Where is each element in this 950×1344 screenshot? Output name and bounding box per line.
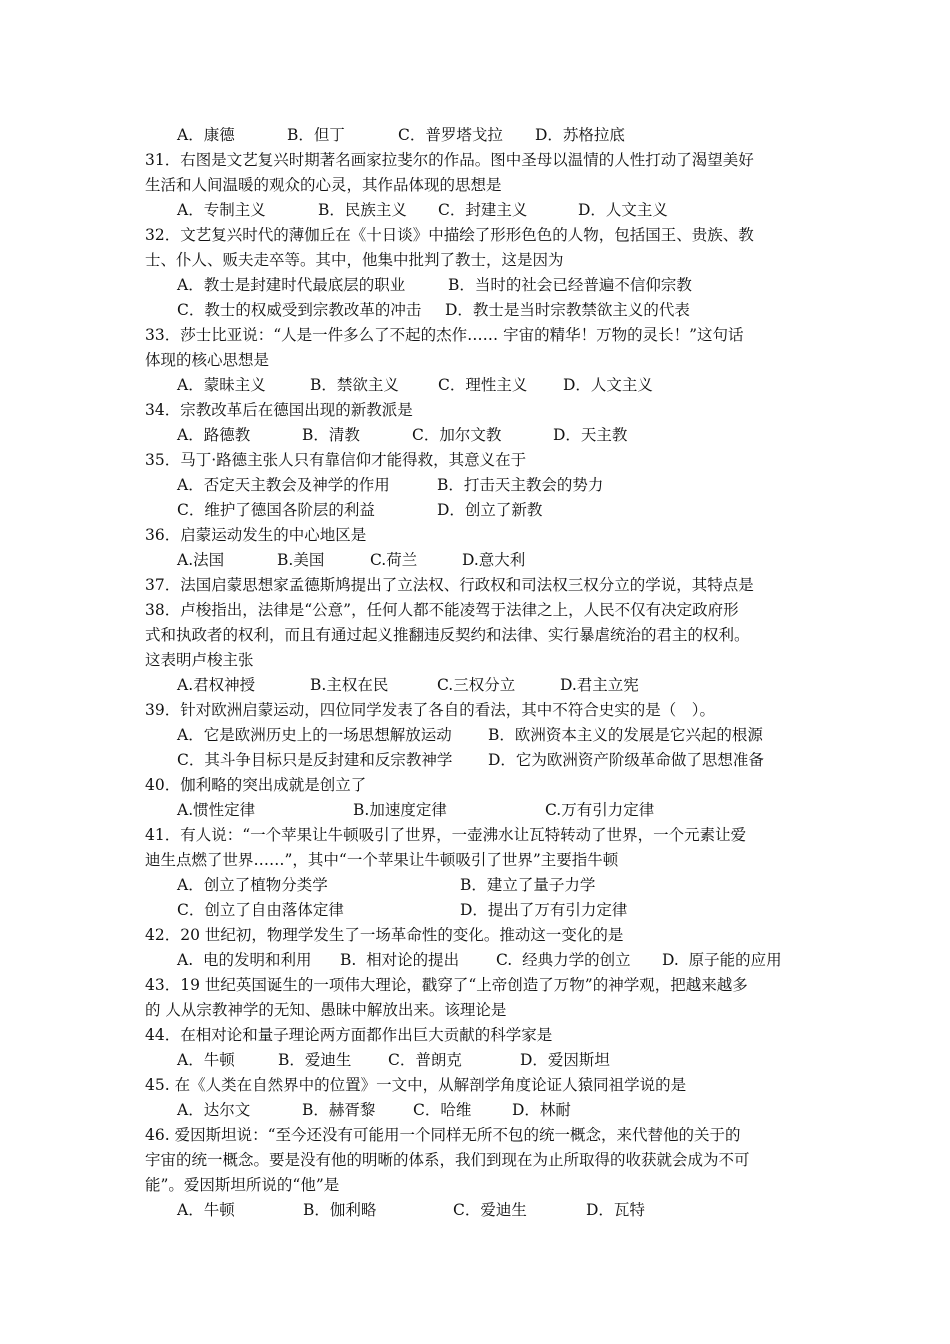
question-text-line: 40．伽利略的突出成就是创立了 [145, 776, 367, 794]
answer-option: D．提出了万有引力定律 [460, 901, 628, 919]
answer-option: B．打击天主教会的势力 [437, 476, 604, 494]
answer-option: D. 原子能的应用 [662, 951, 782, 969]
answer-option: A．牛顿 [177, 1201, 235, 1219]
answer-option: B.美国 [277, 551, 325, 569]
question-text-line: 35．马丁·路德主张人只有靠信仰才能得救，其意义在于 [145, 451, 527, 469]
question-text-line: 36．启蒙运动发生的中心地区是 [145, 526, 367, 544]
answer-option: B．但丁 [287, 126, 345, 144]
question-text-line: 体现的核心思想是 [145, 351, 270, 369]
question-text-line: 式和执政者的权利，而且有通过起义推翻违反契约和法律、实行暴虐统治的君主的权利。 [145, 626, 750, 644]
answer-option: C．其斗争目标只是反封建和反宗教神学 [177, 751, 453, 769]
answer-option: A．专制主义 [177, 201, 266, 219]
answer-options-line [0, 498, 950, 522]
question-text-line: 这表明卢梭主张 [145, 651, 254, 669]
answer-options-line [0, 373, 950, 397]
answer-option: A.法国 [177, 551, 225, 569]
question-text-line: 31．右图是文艺复兴时期著名画家拉斐尔的作品。图中圣母以温情的人性打动了渴望美好 [145, 151, 754, 169]
answer-option: C．哈维 [413, 1101, 472, 1119]
answer-option: C. 经典力学的创立 [496, 951, 631, 969]
question-text-line: 41．有人说：“一个苹果让牛顿吸引了世界，一壶沸水让瓦特转动了世界，一个元素让爱 [145, 826, 747, 844]
answer-option: C．加尔文教 [412, 426, 502, 444]
answer-option: C．创立了自由落体定律 [177, 901, 344, 919]
question-text-line: 的 人从宗教神学的无知、愚昧中解放出来。该理论是 [145, 1001, 507, 1019]
answer-options-line [0, 273, 950, 297]
answer-options-line [0, 673, 950, 697]
answer-option: A．达尔文 [177, 1101, 251, 1119]
answer-option: D．人文主义 [563, 376, 653, 394]
answer-option: A. 电的发明和利用 [177, 951, 312, 969]
answer-option: A.君权神授 [177, 676, 256, 694]
answer-option: B.主权在民 [310, 676, 389, 694]
answer-option: A．教士是封建时代最底层的职业 [177, 276, 406, 294]
question-text-line: 迪生点燃了世界……”，其中“一个苹果让牛顿吸引了世界”主要指牛顿 [145, 851, 619, 869]
answer-option: D.君主立宪 [560, 676, 639, 694]
question-text-line: 43．19 世纪英国诞生的一项伟大理论，戳穿了“上帝创造了万物”的神学观，把越来越多 [145, 976, 748, 994]
answer-option: A．它是欧洲历史上的一场思想解放运动 [177, 726, 452, 744]
answer-option: A．路德教 [177, 426, 251, 444]
answer-option: A．蒙昧主义 [177, 376, 266, 394]
answer-option: D．创立了新教 [437, 501, 543, 519]
question-text-line: 士、仆人、贩夫走卒等。其中，他集中批判了教士，这是因为 [145, 251, 564, 269]
answer-options-line [0, 198, 950, 222]
answer-option: D．林耐 [512, 1101, 571, 1119]
answer-option: B．当时的社会已经普遍不信仰宗教 [448, 276, 692, 294]
question-text-line: 34．宗教改革后在德国出现的新教派是 [145, 401, 413, 419]
answer-option: A.惯性定律 [177, 801, 256, 819]
question-text-line: 能”。爱因斯坦所说的“他”是 [145, 1176, 340, 1194]
answer-option: B．民族主义 [318, 201, 407, 219]
answer-options-line [0, 298, 950, 322]
answer-options-line [0, 1098, 950, 1122]
answer-options-line [0, 798, 950, 822]
question-text-line: 46. 爱因斯坦说：“至今还没有可能用一个同样无所不包的统一概念，来代替他的关于的 [145, 1126, 741, 1144]
answer-option: B．爱迪生 [278, 1051, 352, 1069]
question-text-line: 生活和人间温暖的观众的心灵，其作品体现的思想是 [145, 176, 502, 194]
answer-option: A．牛顿 [177, 1051, 235, 1069]
answer-options-line [0, 473, 950, 497]
answer-option: D.意大利 [462, 551, 526, 569]
answer-option: B．建立了量子力学 [460, 876, 596, 894]
answer-option: C．普罗塔戈拉 [398, 126, 503, 144]
answer-option: B．伽利略 [303, 1201, 377, 1219]
answer-option: D．瓦特 [586, 1201, 645, 1219]
question-text-line: 45. 在《人类在自然界中的位置》一文中，从解剖学角度论证人猿同祖学说的是 [145, 1076, 687, 1094]
question-text-line: 33．莎士比亚说：“人是一件多么了不起的杰作…… 宇宙的精华！万物的灵长！”这句话 [145, 326, 744, 344]
answer-option: C．维护了德国各阶层的利益 [177, 501, 375, 519]
answer-options-line [0, 123, 950, 147]
answer-option: D．爱因斯坦 [520, 1051, 610, 1069]
answer-options-line [0, 723, 950, 747]
answer-option: B．清教 [302, 426, 360, 444]
answer-options-line [0, 1198, 950, 1222]
answer-option: B.加速度定律 [353, 801, 447, 819]
question-text-line: 44．在相对论和量子理论两方面都作出巨大贡献的科学家是 [145, 1026, 553, 1044]
answer-options-line [0, 548, 950, 572]
answer-option: D．天主教 [553, 426, 628, 444]
answer-option: A．康德 [177, 126, 235, 144]
answer-option: C．理性主义 [438, 376, 528, 394]
answer-option: D．它为欧洲资产阶级革命做了思想准备 [488, 751, 764, 769]
answer-options-line [0, 1048, 950, 1072]
answer-option: D．教士是当时宗教禁欲主义的代表 [445, 301, 690, 319]
answer-option: D．苏格拉底 [535, 126, 625, 144]
answer-option: C.三权分立 [437, 676, 516, 694]
answer-option: C．爱迪生 [453, 1201, 527, 1219]
question-text-line: 32．文艺复兴时代的薄伽丘在《十日谈》中描绘了形形色色的人物，包括国王、贵族、教 [145, 226, 754, 244]
question-text-line: 42．20 世纪初，物理学发生了一场革命性的变化。推动这一变化的是 [145, 926, 624, 944]
answer-option: C．封建主义 [438, 201, 528, 219]
question-text-line: 宇宙的统一概念。要是没有他的明晰的体系，我们到现在为止所取得的收获就会成为不可 [145, 1151, 750, 1169]
question-text-line: 38．卢梭指出，法律是“公意”，任何人都不能凌驾于法律之上，人民不仅有决定政府形 [145, 601, 739, 619]
answer-options-line [0, 748, 950, 772]
answer-options-line [0, 423, 950, 447]
answer-option: A．否定天主教会及神学的作用 [177, 476, 390, 494]
answer-option: B．欧洲资本主义的发展是它兴起的根源 [488, 726, 763, 744]
answer-option: C．教士的权威受到宗教改革的冲击 [177, 301, 422, 319]
question-text-line: 37．法国启蒙思想家孟德斯鸠提出了立法权、行政权和司法权三权分立的学说，其特点是 [145, 576, 754, 594]
answer-option: B．赫胥黎 [302, 1101, 376, 1119]
question-text-line: 39．针对欧洲启蒙运动，四位同学发表了各自的看法，其中不符合史实的是（ ）。 [145, 701, 715, 719]
answer-option: B. 相对论的提出 [340, 951, 460, 969]
answer-option: C．普朗克 [388, 1051, 462, 1069]
answer-option: C.荷兰 [370, 551, 418, 569]
answer-options-line [0, 948, 950, 972]
answer-option: B．禁欲主义 [310, 376, 399, 394]
answer-option: A．创立了植物分类学 [177, 876, 328, 894]
answer-options-line [0, 873, 950, 897]
answer-options-line [0, 898, 950, 922]
answer-option: C.万有引力定律 [545, 801, 655, 819]
answer-option: D．人文主义 [578, 201, 668, 219]
